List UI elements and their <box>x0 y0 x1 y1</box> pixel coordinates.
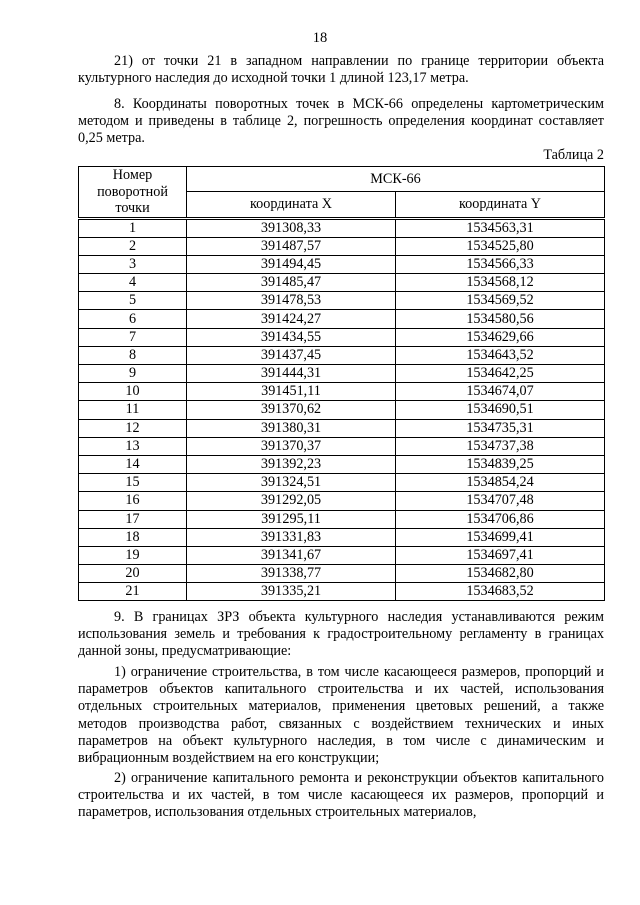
coordinate-x-cell: 391335,21 <box>187 583 396 601</box>
point-number-cell: 8 <box>79 346 187 364</box>
coordinate-x-cell: 391331,83 <box>187 528 396 546</box>
table-row <box>79 510 605 528</box>
coordinate-y-cell: 1534683,52 <box>396 583 605 601</box>
point-number-cell: 20 <box>79 565 187 583</box>
coordinate-x-cell: 391380,31 <box>187 419 396 437</box>
table-row <box>79 218 605 237</box>
header-coordinate-x: координата X <box>187 192 396 218</box>
table-row <box>79 546 605 564</box>
coordinate-y-cell: 1534674,07 <box>396 383 605 401</box>
point-number-cell: 19 <box>79 546 187 564</box>
header-coordinate-system: МСК-66 <box>187 167 605 192</box>
table-row <box>79 474 605 492</box>
paragraph-9: 9. В границах ЗРЗ объекта культурного наследия устанавливаются режим использования земель и требования к градостроительному регламенту в границах данной зоны, предусматривающие: <box>78 609 604 660</box>
coordinate-x-cell: 391444,31 <box>187 365 396 383</box>
page-number: 18 <box>312 30 328 46</box>
point-number-cell: 21 <box>79 583 187 601</box>
header-coordinate-y: координата Y <box>396 192 605 218</box>
point-number-cell: 18 <box>79 528 187 546</box>
coordinate-x-cell: 391370,37 <box>187 437 396 455</box>
coordinate-x-cell: 391424,27 <box>187 310 396 328</box>
coordinate-y-cell: 1534737,38 <box>396 437 605 455</box>
coordinate-x-cell: 391295,11 <box>187 510 396 528</box>
point-number-cell: 10 <box>79 383 187 401</box>
point-number-cell: 4 <box>79 274 187 292</box>
coordinate-y-cell: 1534563,31 <box>396 218 605 237</box>
point-number-cell: 12 <box>79 419 187 437</box>
coordinate-x-cell: 391292,05 <box>187 492 396 510</box>
coordinate-y-cell: 1534642,25 <box>396 365 605 383</box>
table-row <box>79 274 605 292</box>
table-row <box>79 310 605 328</box>
table-caption: Таблица 2 <box>543 147 604 163</box>
coordinate-y-cell: 1534525,80 <box>396 237 605 255</box>
coordinate-y-cell: 1534566,33 <box>396 255 605 273</box>
paragraph-item-21: 21) от точки 21 в западном направлении по границе территории объекта культурного наследия до исходной точки 1 длиной 123,17 метра. <box>78 53 604 87</box>
table-row <box>79 419 605 437</box>
coordinates-table-body <box>79 218 605 601</box>
paragraph-subitem-1: 1) ограничение строительства, в том числе касающееся размеров, пропорций и параметров объектов капитального строительства и их частей, использования отдельных строительных материалов, применения цветовых решений, а также методов производства работ, связанных с воздействием технических и иных параметров на объект культурного наследия, в том числе с динамическим и вибрационным воздействием на его конструкции; <box>78 664 604 767</box>
point-number-cell: 1 <box>79 218 187 237</box>
table-row <box>79 346 605 364</box>
point-number-cell: 13 <box>79 437 187 455</box>
coordinate-x-cell: 391487,57 <box>187 237 396 255</box>
coordinate-x-cell: 391392,23 <box>187 455 396 473</box>
point-number-cell: 16 <box>79 492 187 510</box>
coordinate-y-cell: 1534568,12 <box>396 274 605 292</box>
coordinate-x-cell: 391494,45 <box>187 255 396 273</box>
point-number-cell: 7 <box>79 328 187 346</box>
point-number-cell: 9 <box>79 365 187 383</box>
coordinate-y-cell: 1534735,31 <box>396 419 605 437</box>
table-row <box>79 383 605 401</box>
table-row <box>79 492 605 510</box>
table-row <box>79 292 605 310</box>
point-number-cell: 17 <box>79 510 187 528</box>
point-number-cell: 11 <box>79 401 187 419</box>
point-number-cell: 14 <box>79 455 187 473</box>
point-number-cell: 15 <box>79 474 187 492</box>
table-row <box>79 328 605 346</box>
header-point-number: Номер поворотной точки <box>79 167 187 219</box>
coordinate-x-cell: 391338,77 <box>187 565 396 583</box>
table-row <box>79 237 605 255</box>
coordinate-y-cell: 1534706,86 <box>396 510 605 528</box>
coordinate-y-cell: 1534854,24 <box>396 474 605 492</box>
coordinate-y-cell: 1534839,25 <box>396 455 605 473</box>
paragraph-8: 8. Координаты поворотных точек в МСК-66 определены картометрическим методом и приведены в таблице 2, погрешность определения координат составляет 0,25 метра. <box>78 96 604 147</box>
coordinate-y-cell: 1534697,41 <box>396 546 605 564</box>
coordinate-y-cell: 1534699,41 <box>396 528 605 546</box>
point-number-cell: 3 <box>79 255 187 273</box>
table-row <box>79 401 605 419</box>
coordinate-x-cell: 391434,55 <box>187 328 396 346</box>
coordinate-y-cell: 1534643,52 <box>396 346 605 364</box>
coordinate-x-cell: 391478,53 <box>187 292 396 310</box>
coordinate-x-cell: 391437,45 <box>187 346 396 364</box>
coordinate-y-cell: 1534629,66 <box>396 328 605 346</box>
table-row <box>79 528 605 546</box>
coordinate-x-cell: 391370,62 <box>187 401 396 419</box>
coordinate-y-cell: 1534682,80 <box>396 565 605 583</box>
table-row <box>79 565 605 583</box>
table-row <box>79 455 605 473</box>
coordinate-x-cell: 391451,11 <box>187 383 396 401</box>
coordinate-x-cell: 391324,51 <box>187 474 396 492</box>
table-row <box>79 255 605 273</box>
coordinate-y-cell: 1534707,48 <box>396 492 605 510</box>
table-row <box>79 437 605 455</box>
coordinate-y-cell: 1534690,51 <box>396 401 605 419</box>
coordinates-table <box>78 166 605 601</box>
point-number-cell: 6 <box>79 310 187 328</box>
coordinate-y-cell: 1534569,52 <box>396 292 605 310</box>
table-row <box>79 365 605 383</box>
point-number-cell: 2 <box>79 237 187 255</box>
table-row <box>79 583 605 601</box>
coordinate-x-cell: 391485,47 <box>187 274 396 292</box>
paragraph-subitem-2: 2) ограничение капитального ремонта и реконструкции объектов капитального строительства и их частей, в том числе касающееся их размеров, пропорций и параметров, использования отдельных строительных материалов, <box>78 770 604 821</box>
point-number-cell: 5 <box>79 292 187 310</box>
coordinate-y-cell: 1534580,56 <box>396 310 605 328</box>
coordinate-x-cell: 391308,33 <box>187 218 396 237</box>
coordinate-x-cell: 391341,67 <box>187 546 396 564</box>
